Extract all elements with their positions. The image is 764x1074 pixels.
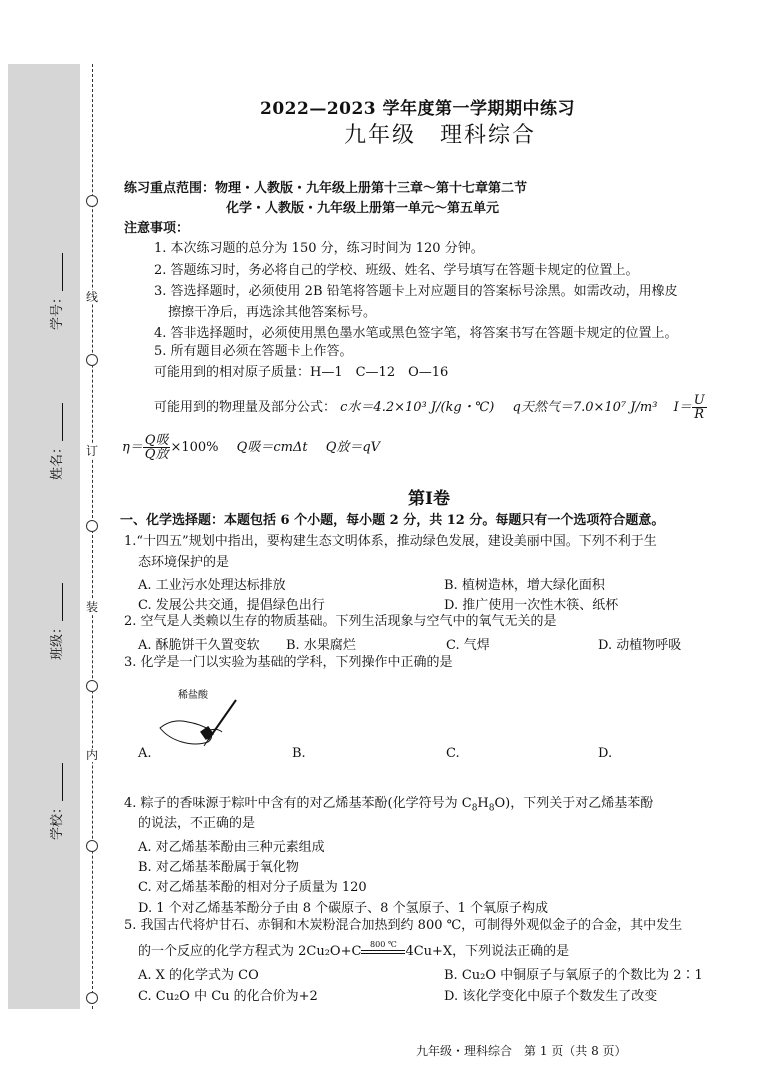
formula-q-absorb: Q吸＝cmΔt <box>236 440 308 455</box>
formula-eta-tail: ×100% <box>170 440 219 455</box>
option-a: A. <box>138 746 152 761</box>
field-label: 学号： <box>50 290 65 330</box>
option-a: A. 酥脆饼干久置变软 <box>138 638 260 653</box>
question-text-part: H <box>477 796 489 811</box>
exam-subtitle: 九年级 理科综合 <box>344 123 537 148</box>
note-item: 4. 答非选择题时，必须使用黑色墨水笔或黑色签字笔，将答案书写在答题卡规定的位置上。 <box>154 326 678 341</box>
option-c: C. 气焊 <box>446 638 490 653</box>
seal-char: 装 <box>85 600 98 614</box>
option-b: B. 水果腐烂 <box>286 638 356 653</box>
subscript: 8 <box>488 803 495 814</box>
seal-char: 订 <box>85 444 98 458</box>
question-text: 的说法，不正确的是 <box>138 816 256 831</box>
binding-hole <box>86 840 98 852</box>
name-field[interactable] <box>46 420 65 480</box>
seal-char: 内 <box>85 748 98 762</box>
atomic-mass: 可能用到的相对原子质量：H—1 C—12 O—16 <box>154 365 449 380</box>
exam-title: 2022—2023 学年度第一学期期中练习 <box>260 99 576 119</box>
fraction-numerator: Q吸 <box>144 433 169 448</box>
option-a: A. 对乙烯基苯酚由三种元素组成 <box>138 840 325 855</box>
option-a: A. X 的化学式为 CO <box>138 968 259 983</box>
formula-eta: η＝ <box>122 440 143 455</box>
image-label: 稀盐酸 <box>178 690 208 701</box>
binding-hole <box>86 520 98 532</box>
volume-title: 第Ⅰ卷 <box>408 489 450 509</box>
option-d: D. 动植物呼吸 <box>598 638 682 653</box>
scope-line <box>124 180 527 198</box>
note-item: 2. 答题练习时，务必将自己的学校、班级、姓名、学号填写在答题卡规定的位置上。 <box>154 263 639 278</box>
student-id-field[interactable] <box>46 270 65 330</box>
option-a: A. 工业污水处理达标排放 <box>138 578 286 593</box>
formula-c-water: c水＝4.2×10³ J/(kg・℃) <box>340 400 495 415</box>
question-text-part: O)，下列关于对乙烯基苯酚 <box>494 796 654 811</box>
binding-hole <box>86 195 98 207</box>
formula-line <box>154 394 707 421</box>
fraction-denominator: Q放 <box>144 447 169 462</box>
binding-hole <box>86 354 98 366</box>
note-item: 3. 答选择题时，必须使用 2B 铅笔将答题卡上对应题目的答案标号涂黑。如需改动，用橡皮 <box>154 284 678 299</box>
scope-physics: 物理・人教版・九年级上册第十三章～第十七章第二节 <box>215 181 528 196</box>
question-text: 3. 化学是一门以实验为基础的学科，下列操作中正确的是 <box>124 655 453 670</box>
section-heading: 一、化学选择题：本题包括 6 个小题，每小题 2 分，共 12 分。每题只有一个选项符合题意。 <box>120 513 665 528</box>
option-d: D. 该化学变化中原子个数发生了改变 <box>444 989 658 1004</box>
option-c: C. 对乙烯基苯酚的相对分子质量为 120 <box>138 880 367 895</box>
formula-i: I＝ <box>673 400 692 415</box>
reaction-condition-arrow <box>361 939 405 958</box>
dropper-bulb <box>200 726 214 740</box>
seal-char: 线 <box>85 290 98 304</box>
option-b: B. <box>292 746 306 761</box>
note-item: 5. 所有题目必须在答题卡上作答。 <box>154 344 353 359</box>
option-c: C. 发展公共交通，提倡绿色出行 <box>138 598 325 613</box>
note-item: 1. 本次练习题的总分为 150 分，练习时间为 120 分钟。 <box>154 241 484 256</box>
formula-label: 可能用到的物理量及部分公式： <box>154 400 337 415</box>
binding-hole <box>86 992 98 1004</box>
subscript: 8 <box>471 803 478 814</box>
field-label: 学校： <box>50 800 65 840</box>
option-d: D. 1 个对乙烯基苯酚分子由 8 个碳原子、8 个氢原子、1 个氧原子构成 <box>138 901 548 916</box>
formula-q-release: Q放＝qV <box>325 440 381 455</box>
notes-label: 注意事项： <box>124 221 190 236</box>
option-b: B. 植树造林，增大绿化面积 <box>444 578 605 593</box>
page-footer: 九年级・理科综合 第 1 页（共 8 页） <box>416 1044 627 1058</box>
formula-q-gas: q天然气＝7.0×10⁷ J/m³ <box>512 400 658 415</box>
question-text-part: 4Cu+X，下列说法正确的是 <box>405 944 570 959</box>
binding-strip <box>8 64 80 1009</box>
question-text: 5. 我国古代将炉甘石、赤铜和木炭粉混合加热到约 800 ℃，可制得外观似金子的合金，其中发生 <box>124 918 683 933</box>
question-text-part: 的一个反应的化学方程式为 2Cu₂O+C <box>138 944 362 959</box>
dropper-hand-image <box>152 688 248 748</box>
scope-label: 练习重点范围： <box>124 181 216 196</box>
fraction-numerator: U <box>693 393 705 408</box>
class-field[interactable] <box>46 600 65 660</box>
formula-line-2 <box>122 434 380 461</box>
question-text-part: 4. 粽子的香味源于粽叶中含有的对乙烯基苯酚(化学符号为 C <box>124 796 472 811</box>
field-label: 姓名： <box>50 440 65 480</box>
option-d: D. 推广使用一次性木筷、纸杯 <box>444 598 619 613</box>
fraction-denominator: R <box>694 407 705 422</box>
school-field[interactable] <box>46 780 65 840</box>
option-d: D. <box>598 746 613 761</box>
question-text: 1.“十四五”规划中指出，要构建生态文明体系，推动绿色发展，建设美丽中国。下列不利于生 <box>124 534 657 549</box>
note-item: 擦擦干净后，再选涂其他答案标号。 <box>168 305 377 320</box>
option-c: C. Cu₂O 中 Cu 的化合价为+2 <box>138 989 318 1004</box>
binding-hole <box>86 680 98 692</box>
question-text <box>138 939 570 961</box>
formula-i-fraction <box>692 394 707 421</box>
field-label: 班级： <box>50 620 65 660</box>
option-b: B. 对乙烯基苯酚属于氧化物 <box>138 860 299 875</box>
formula-eta-fraction <box>143 434 171 461</box>
question-text: 态环境保护的是 <box>138 555 230 570</box>
reaction-condition: 800 ℃ <box>370 939 397 949</box>
option-b: B. Cu₂O 中铜原子与氧原子的个数比为 2∶1 <box>444 968 703 983</box>
question-text: 2. 空气是人类赖以生存的物质基础。下列生活现象与空气中的氧气无关的是 <box>124 614 557 629</box>
scope-chemistry: 化学・人教版・九年级上册第一单元～第五单元 <box>226 201 500 216</box>
option-c: C. <box>446 746 460 761</box>
